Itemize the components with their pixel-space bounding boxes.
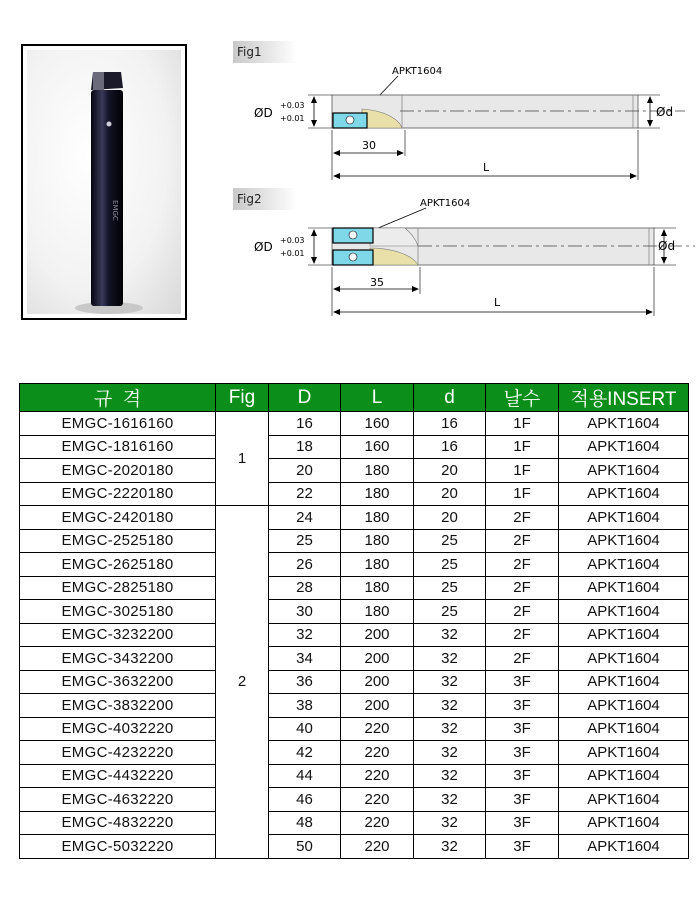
cell-D: 34 bbox=[269, 647, 341, 671]
table-row bbox=[20, 764, 689, 788]
cell-model: EMGC-1816160 bbox=[20, 435, 216, 459]
table-row bbox=[20, 623, 689, 647]
header-spec: 규 격 bbox=[20, 384, 216, 412]
cell-L: 220 bbox=[341, 788, 414, 812]
cell-D: 50 bbox=[269, 835, 341, 859]
cell-D: 42 bbox=[269, 741, 341, 765]
cell-d: 32 bbox=[414, 811, 486, 835]
cell-D: 26 bbox=[269, 553, 341, 577]
cell-insert: APKT1604 bbox=[559, 741, 689, 765]
cell-model: EMGC-3832200 bbox=[20, 694, 216, 718]
cell-D: 22 bbox=[269, 482, 341, 506]
fig2-overall-length: L bbox=[494, 296, 501, 309]
cell-L: 180 bbox=[341, 506, 414, 530]
cell-flutes: 1F bbox=[486, 435, 559, 459]
cell-d: 32 bbox=[414, 717, 486, 741]
header-fig: Fig bbox=[216, 384, 269, 412]
cell-d: 25 bbox=[414, 600, 486, 624]
table-row bbox=[20, 717, 689, 741]
table-row bbox=[20, 694, 689, 718]
cell-flutes: 3F bbox=[486, 717, 559, 741]
cell-D: 20 bbox=[269, 459, 341, 483]
cell-insert: APKT1604 bbox=[559, 717, 689, 741]
cell-D: 46 bbox=[269, 788, 341, 812]
cell-flutes: 2F bbox=[486, 647, 559, 671]
fig2-tol-upper: +0.03 bbox=[280, 236, 305, 245]
cell-insert: APKT1604 bbox=[559, 670, 689, 694]
cell-flutes: 1F bbox=[486, 482, 559, 506]
header-L: L bbox=[341, 384, 414, 412]
cell-d: 32 bbox=[414, 670, 486, 694]
cell-L: 220 bbox=[341, 835, 414, 859]
fig2-tol-lower: +0.01 bbox=[280, 249, 305, 258]
cell-fig: 1 bbox=[216, 412, 269, 506]
cell-d: 32 bbox=[414, 835, 486, 859]
table-row bbox=[20, 435, 689, 459]
cell-L: 180 bbox=[341, 576, 414, 600]
cell-L: 180 bbox=[341, 482, 414, 506]
cell-insert: APKT1604 bbox=[559, 764, 689, 788]
cell-D: 44 bbox=[269, 764, 341, 788]
cell-model: EMGC-1616160 bbox=[20, 412, 216, 436]
table-row bbox=[20, 576, 689, 600]
table-row bbox=[20, 553, 689, 577]
fig1-drawing bbox=[240, 62, 700, 184]
cell-flutes: 2F bbox=[486, 506, 559, 530]
cell-model: EMGC-4832220 bbox=[20, 811, 216, 835]
fig2-insert-label: APKT1604 bbox=[420, 198, 471, 209]
cell-d: 25 bbox=[414, 529, 486, 553]
cell-insert: APKT1604 bbox=[559, 811, 689, 835]
cell-D: 32 bbox=[269, 623, 341, 647]
table-row bbox=[20, 811, 689, 835]
fig2-flute-length: 35 bbox=[370, 276, 384, 289]
fig1-label: Fig1 bbox=[233, 41, 297, 63]
table-header-row bbox=[20, 384, 689, 412]
cell-flutes: 3F bbox=[486, 835, 559, 859]
cell-D: 25 bbox=[269, 529, 341, 553]
fig1-tol-upper: +0.03 bbox=[280, 101, 305, 110]
cell-L: 200 bbox=[341, 623, 414, 647]
cell-model: EMGC-4632220 bbox=[20, 788, 216, 812]
product-photo-frame bbox=[21, 44, 187, 320]
cell-flutes: 3F bbox=[486, 670, 559, 694]
fig2-drawing bbox=[240, 190, 700, 318]
cell-L: 160 bbox=[341, 435, 414, 459]
cell-flutes: 2F bbox=[486, 600, 559, 624]
cell-L: 220 bbox=[341, 764, 414, 788]
cell-model: EMGC-2420180 bbox=[20, 506, 216, 530]
cell-flutes: 3F bbox=[486, 741, 559, 765]
fig1-tol-lower: +0.01 bbox=[280, 114, 305, 123]
table-row bbox=[20, 459, 689, 483]
cell-d: 20 bbox=[414, 506, 486, 530]
cell-model: EMGC-3232200 bbox=[20, 623, 216, 647]
product-photo bbox=[27, 50, 181, 314]
fig1-dia-symbol: ØD bbox=[254, 106, 273, 120]
table-row bbox=[20, 835, 689, 859]
end-mill-image bbox=[27, 50, 185, 318]
cell-D: 16 bbox=[269, 412, 341, 436]
cell-flutes: 3F bbox=[486, 694, 559, 718]
cell-model: EMGC-4032220 bbox=[20, 717, 216, 741]
cell-model: EMGC-3632200 bbox=[20, 670, 216, 694]
cell-d: 32 bbox=[414, 741, 486, 765]
cell-flutes: 3F bbox=[486, 788, 559, 812]
cell-model: EMGC-2825180 bbox=[20, 576, 216, 600]
cell-model: EMGC-2220180 bbox=[20, 482, 216, 506]
cell-flutes: 2F bbox=[486, 553, 559, 577]
cell-insert: APKT1604 bbox=[559, 459, 689, 483]
cell-D: 18 bbox=[269, 435, 341, 459]
table-row bbox=[20, 788, 689, 812]
fig2-label: Fig2 bbox=[233, 188, 297, 210]
cell-insert: APKT1604 bbox=[559, 647, 689, 671]
cell-insert: APKT1604 bbox=[559, 412, 689, 436]
cell-model: EMGC-2020180 bbox=[20, 459, 216, 483]
cell-flutes: 2F bbox=[486, 529, 559, 553]
cell-D: 40 bbox=[269, 717, 341, 741]
cell-L: 220 bbox=[341, 741, 414, 765]
cell-d: 32 bbox=[414, 788, 486, 812]
cell-model: EMGC-2525180 bbox=[20, 529, 216, 553]
cell-D: 24 bbox=[269, 506, 341, 530]
cell-flutes: 2F bbox=[486, 623, 559, 647]
table-row bbox=[20, 600, 689, 624]
cell-insert: APKT1604 bbox=[559, 694, 689, 718]
fig1-insert-label: APKT1604 bbox=[392, 66, 443, 77]
cell-d: 16 bbox=[414, 412, 486, 436]
header-insert: 적용INSERT bbox=[559, 384, 689, 412]
cell-D: 28 bbox=[269, 576, 341, 600]
fig2-dia-symbol: ØD bbox=[254, 240, 273, 254]
cell-d: 20 bbox=[414, 459, 486, 483]
table-row bbox=[20, 670, 689, 694]
cell-D: 38 bbox=[269, 694, 341, 718]
fig1-flute-length: 30 bbox=[362, 139, 376, 152]
cell-d: 32 bbox=[414, 647, 486, 671]
table-row bbox=[20, 482, 689, 506]
cell-L: 220 bbox=[341, 811, 414, 835]
header-D: D bbox=[269, 384, 341, 412]
cell-L: 200 bbox=[341, 647, 414, 671]
cell-insert: APKT1604 bbox=[559, 435, 689, 459]
cell-L: 220 bbox=[341, 717, 414, 741]
cell-model: EMGC-2625180 bbox=[20, 553, 216, 577]
cell-L: 180 bbox=[341, 600, 414, 624]
cell-L: 200 bbox=[341, 694, 414, 718]
spec-table bbox=[19, 383, 689, 859]
cell-L: 180 bbox=[341, 459, 414, 483]
cell-d: 20 bbox=[414, 482, 486, 506]
cell-insert: APKT1604 bbox=[559, 835, 689, 859]
cell-model: EMGC-5032220 bbox=[20, 835, 216, 859]
cell-L: 180 bbox=[341, 529, 414, 553]
cell-model: EMGC-4432220 bbox=[20, 764, 216, 788]
cell-model: EMGC-3432200 bbox=[20, 647, 216, 671]
cell-fig: 2 bbox=[216, 506, 269, 859]
cell-L: 160 bbox=[341, 412, 414, 436]
cell-model: EMGC-4232220 bbox=[20, 741, 216, 765]
cell-model: EMGC-3025180 bbox=[20, 600, 216, 624]
cell-d: 32 bbox=[414, 764, 486, 788]
cell-L: 180 bbox=[341, 553, 414, 577]
cell-D: 30 bbox=[269, 600, 341, 624]
table-row bbox=[20, 741, 689, 765]
cell-flutes: 3F bbox=[486, 811, 559, 835]
cell-D: 48 bbox=[269, 811, 341, 835]
fig1-shank-symbol: Ød bbox=[656, 105, 674, 119]
table-row bbox=[20, 529, 689, 553]
fig1-overall-length: L bbox=[483, 161, 490, 174]
cell-insert: APKT1604 bbox=[559, 576, 689, 600]
cell-L: 200 bbox=[341, 670, 414, 694]
cell-insert: APKT1604 bbox=[559, 623, 689, 647]
cell-insert: APKT1604 bbox=[559, 529, 689, 553]
cell-d: 25 bbox=[414, 576, 486, 600]
table-row bbox=[20, 506, 689, 530]
cell-insert: APKT1604 bbox=[559, 506, 689, 530]
cell-d: 25 bbox=[414, 553, 486, 577]
cell-insert: APKT1604 bbox=[559, 788, 689, 812]
cell-flutes: 2F bbox=[486, 576, 559, 600]
cell-flutes: 1F bbox=[486, 412, 559, 436]
cell-insert: APKT1604 bbox=[559, 553, 689, 577]
cell-flutes: 3F bbox=[486, 764, 559, 788]
cell-flutes: 1F bbox=[486, 459, 559, 483]
cell-d: 16 bbox=[414, 435, 486, 459]
cell-d: 32 bbox=[414, 694, 486, 718]
table-row bbox=[20, 412, 689, 436]
cell-D: 36 bbox=[269, 670, 341, 694]
cell-insert: APKT1604 bbox=[559, 600, 689, 624]
table-row bbox=[20, 647, 689, 671]
cell-insert: APKT1604 bbox=[559, 482, 689, 506]
fig2-shank-symbol: Ød bbox=[658, 239, 676, 253]
cell-d: 32 bbox=[414, 623, 486, 647]
header-flutes: 날수 bbox=[486, 384, 559, 412]
svg-text:EMGC: EMGC bbox=[111, 200, 119, 221]
header-d: d bbox=[414, 384, 486, 412]
